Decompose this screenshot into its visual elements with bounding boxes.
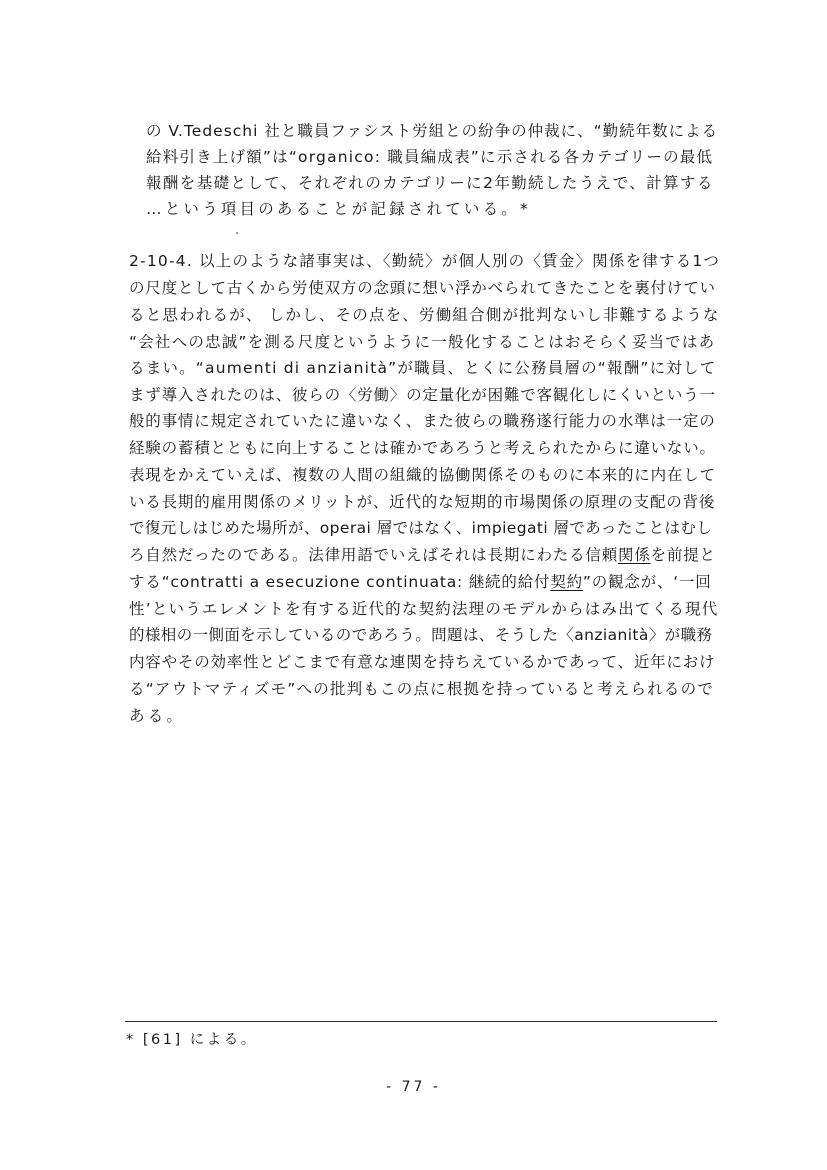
- paragraph-line: ある。: [129, 707, 186, 725]
- quote-line: 給料引き上げ額”は“organico: 職員編成表”に示される各カテゴリーの最低: [146, 148, 714, 166]
- paragraph-line: る“アウトマティズモ”への批判もこの点に根拠を持っていると考えられるので: [129, 680, 715, 698]
- underlined-term: 関係: [618, 546, 651, 564]
- line-text: ”の観念が、‘一回: [582, 573, 712, 591]
- paragraph-line: るまい。“aumenti di anzianità”が職員、とくに公務員層の“報酬”に対して: [129, 359, 717, 377]
- quote-line: …という項目のあることが記録されている。*: [146, 200, 531, 218]
- footnote: * [61] による。: [126, 1032, 258, 1048]
- quote-line: の V.Tedeschi 社と職員ファシスト労組との紛争の仲裁に、“勤続年数による: [146, 122, 719, 140]
- underlined-term: 契約: [550, 573, 583, 591]
- page-number: - 77 -: [386, 1079, 441, 1095]
- paragraph-line: 2-10-4. 以上のような諸事実は、〈勤続〉が個人別の〈賃金〉関係を律する1つ: [129, 252, 721, 270]
- paragraph-line: “会社への忠誠”を測る尺度というように一般化することはおそらく妥当ではあ: [129, 333, 716, 351]
- paragraph-line: 内容やその効率性とどこまで有意な連関を持ちえているかであって、近年におけ: [129, 653, 716, 671]
- line-text: を前提と: [650, 546, 716, 564]
- paragraph-line: 的様相の一側面を示しているのであろう。問題は、そうした〈anzianità〉が職務: [129, 626, 713, 644]
- line-text: する“contratti a esecuzione continuata: 継続的給付: [129, 573, 551, 591]
- paragraph-line: ると思われるが、 しかし、その点を、労働組合側が批判ないし非難するような: [129, 306, 720, 324]
- paragraph-line: の尺度として古くから労使双方の念頭に想い浮かべられてきたことを裏付けてい: [129, 279, 716, 297]
- paragraph-line: [129, 572, 712, 592]
- line-text: ろ自然だったのである。法律用語でいえばそれは長期にわたる信頼: [129, 546, 619, 564]
- paragraph-line: 般的事情に規定されていたに違いなく、また彼らの職務遂行能力の水準は一定の: [129, 412, 716, 430]
- paragraph-line: [129, 545, 716, 565]
- paragraph-line: まず導入されたのは、彼らの〈労働〉の定量化が困難で客観化しにくいという一: [129, 386, 716, 404]
- footnote-divider: [125, 1021, 717, 1022]
- paragraph-line: 性’というエレメントを有する近代的な契約法理のモデルからはみ出てくる現代: [129, 600, 719, 618]
- paragraph-line: で復元しはじめた場所が、operai 層ではなく、impiegati 層であったことはむし: [129, 519, 713, 537]
- quote-line: 報酬を基礎として、それぞれのカテゴリーに2年勤続したうえで、計算する: [146, 174, 714, 192]
- paragraph-line: いる長期的雇用関係のメリットが、近代的な短期的市場関係の原理の支配の背後: [129, 493, 716, 511]
- stray-mark: [236, 232, 238, 234]
- paragraph-line: 経験の蓄積とともに向上することは確かであろうと考えられたからに違いない。: [129, 439, 716, 457]
- paragraph-line: 表現をかえていえば、複数の人間の組織的協働関係そのものに本来的に内在して: [129, 466, 716, 484]
